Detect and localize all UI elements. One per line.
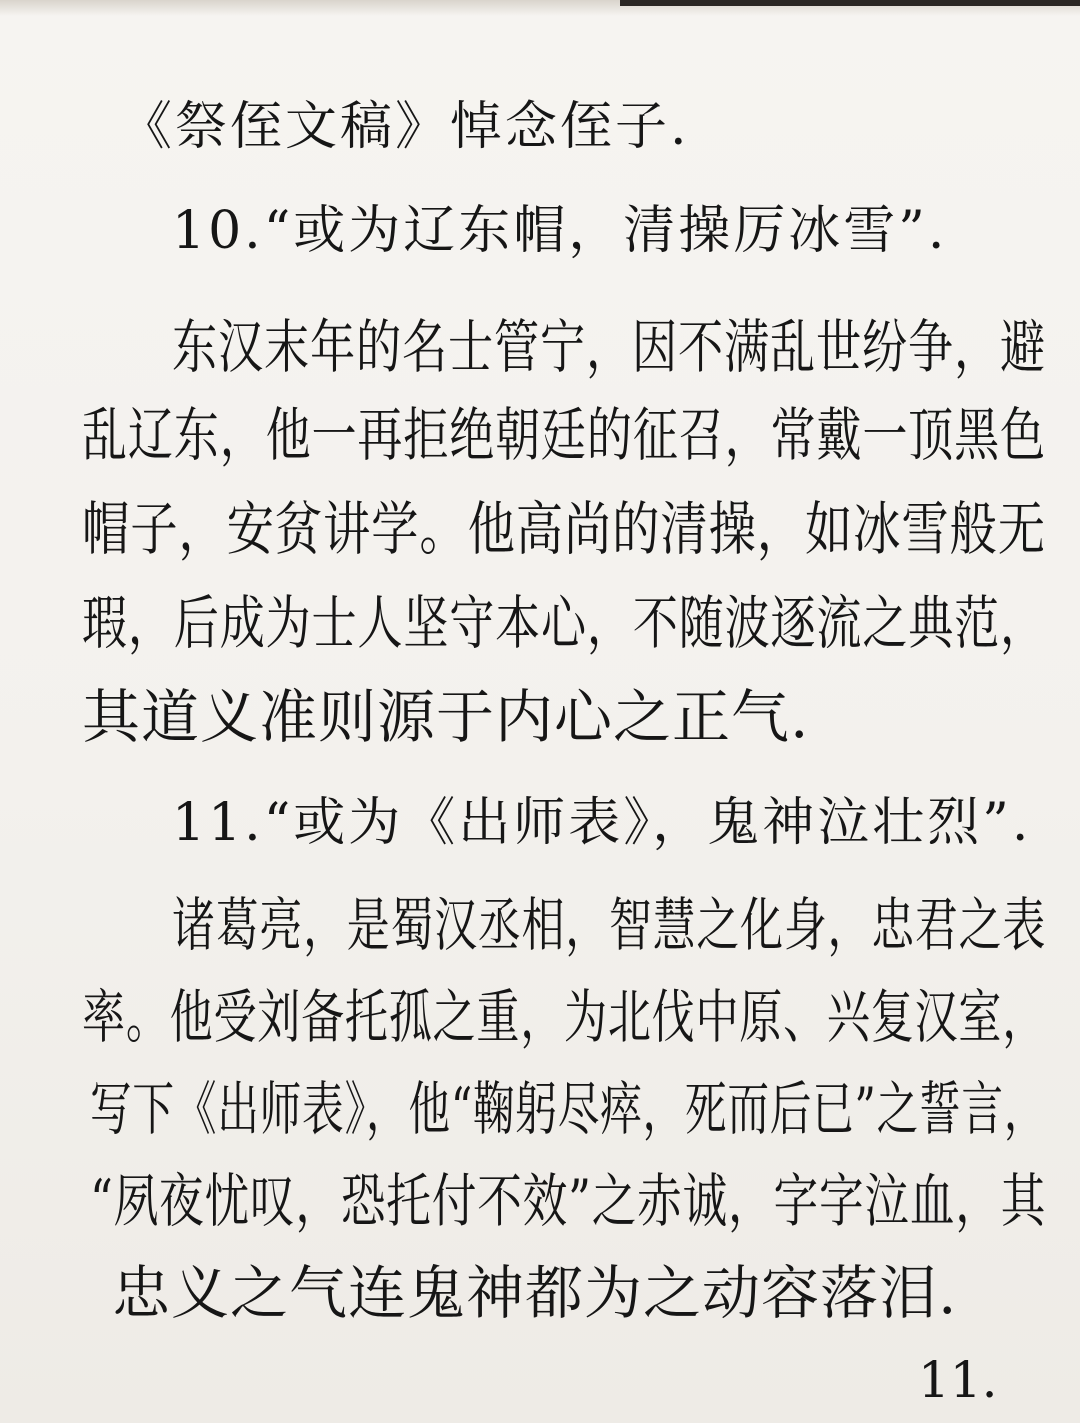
text-line-11: 写下《出师表》，他“鞠躬尽瘁，死而后已”之誓言， bbox=[90, 1075, 1047, 1143]
text-line-5: 帽子，安贫讲学。他高尚的清操，如冰雪般无 bbox=[82, 495, 1046, 563]
text-line-6: 瑕，后成为士人坚守本心，不随波逐流之典范， bbox=[82, 589, 1046, 657]
page-number: 11. bbox=[918, 1351, 998, 1409]
text-line-12: “夙夜忧叹，恐托付不效”之赤诚，字字泣血，其 bbox=[90, 1167, 1047, 1235]
text-line-9: 诸葛亮，是蜀汉丞相，智慧之化身，忠君之表 bbox=[172, 891, 1047, 959]
text-line-10: 率。他受刘备托孤之重，为北伐中原、兴复汉室， bbox=[82, 983, 1047, 1051]
text-line-13: 忠义之气连鬼神都为之动容落泪. bbox=[112, 1259, 958, 1327]
page-top-edge bbox=[620, 0, 1080, 6]
text-line-4: 乱辽东，他一再拒绝朝廷的征召，常戴一顶黑色 bbox=[82, 401, 1046, 469]
text-line-1: 《祭侄文稿》悼念侄子. bbox=[120, 97, 690, 157]
text-line-8-section-11-title: 11.“或为《出师表》，鬼神泣壮烈”. bbox=[172, 793, 1032, 853]
text-line-3: 东汉末年的名士管宁，因不满乱世纷争，避 bbox=[172, 313, 1047, 381]
text-line-7: 其道义准则源于内心之正气. bbox=[82, 683, 810, 751]
text-line-2-section-10-title: 10.“或为辽东帽，清操厉冰雪”. bbox=[172, 201, 948, 261]
